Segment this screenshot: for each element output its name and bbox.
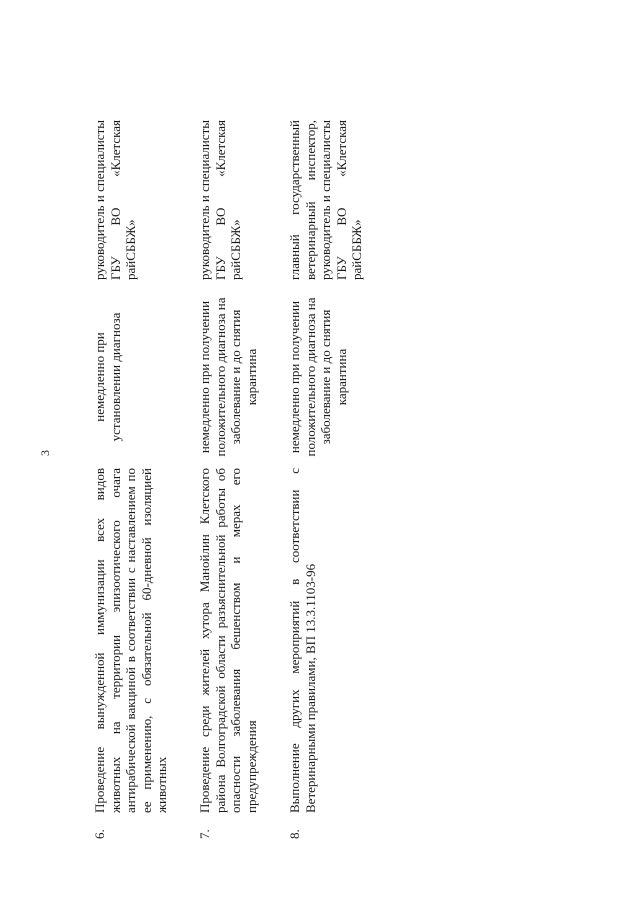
deadline-cell: немедленно при получении положительного диагноза на заболевание и до снятия карантина <box>197 297 259 457</box>
responsible-line: главный государственный <box>287 120 302 280</box>
responsible-line: руководитель и специалисты <box>92 120 107 280</box>
row-number: 6. <box>92 829 107 839</box>
deadline-cell: немедленно при получении положительного диагноза на заболевание и до снятия карантина <box>287 297 349 457</box>
responsible-line: ветеринарный инспектор, <box>302 120 318 280</box>
responsible-cell <box>92 120 139 280</box>
measure-description: Проведение вынужденной иммунизации всех видов животных на территории эпизоотического очага антирабической вакциной в соответствии с наставлением по ее применению, с обязательной 60-дневной изоляцией животных <box>92 468 170 813</box>
deadline-cell: немедленно при установлении диагноза <box>92 312 123 442</box>
page-number: 3 <box>38 450 52 456</box>
responsible-line: руководитель и специалисты <box>197 120 212 280</box>
measure-description: Выполнение других мероприятий в соответствии с Ветеринарными правилами, ВП 13.3.1103-96 <box>287 468 318 813</box>
responsible-line: ГБУ ВО «Клетская райСББЖ» <box>107 120 139 280</box>
row-number: 7. <box>197 829 212 839</box>
row-number: 8. <box>287 829 302 839</box>
responsible-line: руководитель и специалисты <box>318 120 334 280</box>
responsible-cell <box>287 120 365 280</box>
measure-description: Проведение среди жителей хутора Манойлин Клетского района Волгоградской области разъяснительной работы об опасности заболевания бешенством и мерах его предупреждения <box>197 468 259 813</box>
responsible-line: ГБУ ВО «Клетская райСББЖ» <box>212 120 244 280</box>
responsible-line: ГБУ ВО «Клетская райСББЖ» <box>333 120 365 280</box>
responsible-cell <box>197 120 244 280</box>
